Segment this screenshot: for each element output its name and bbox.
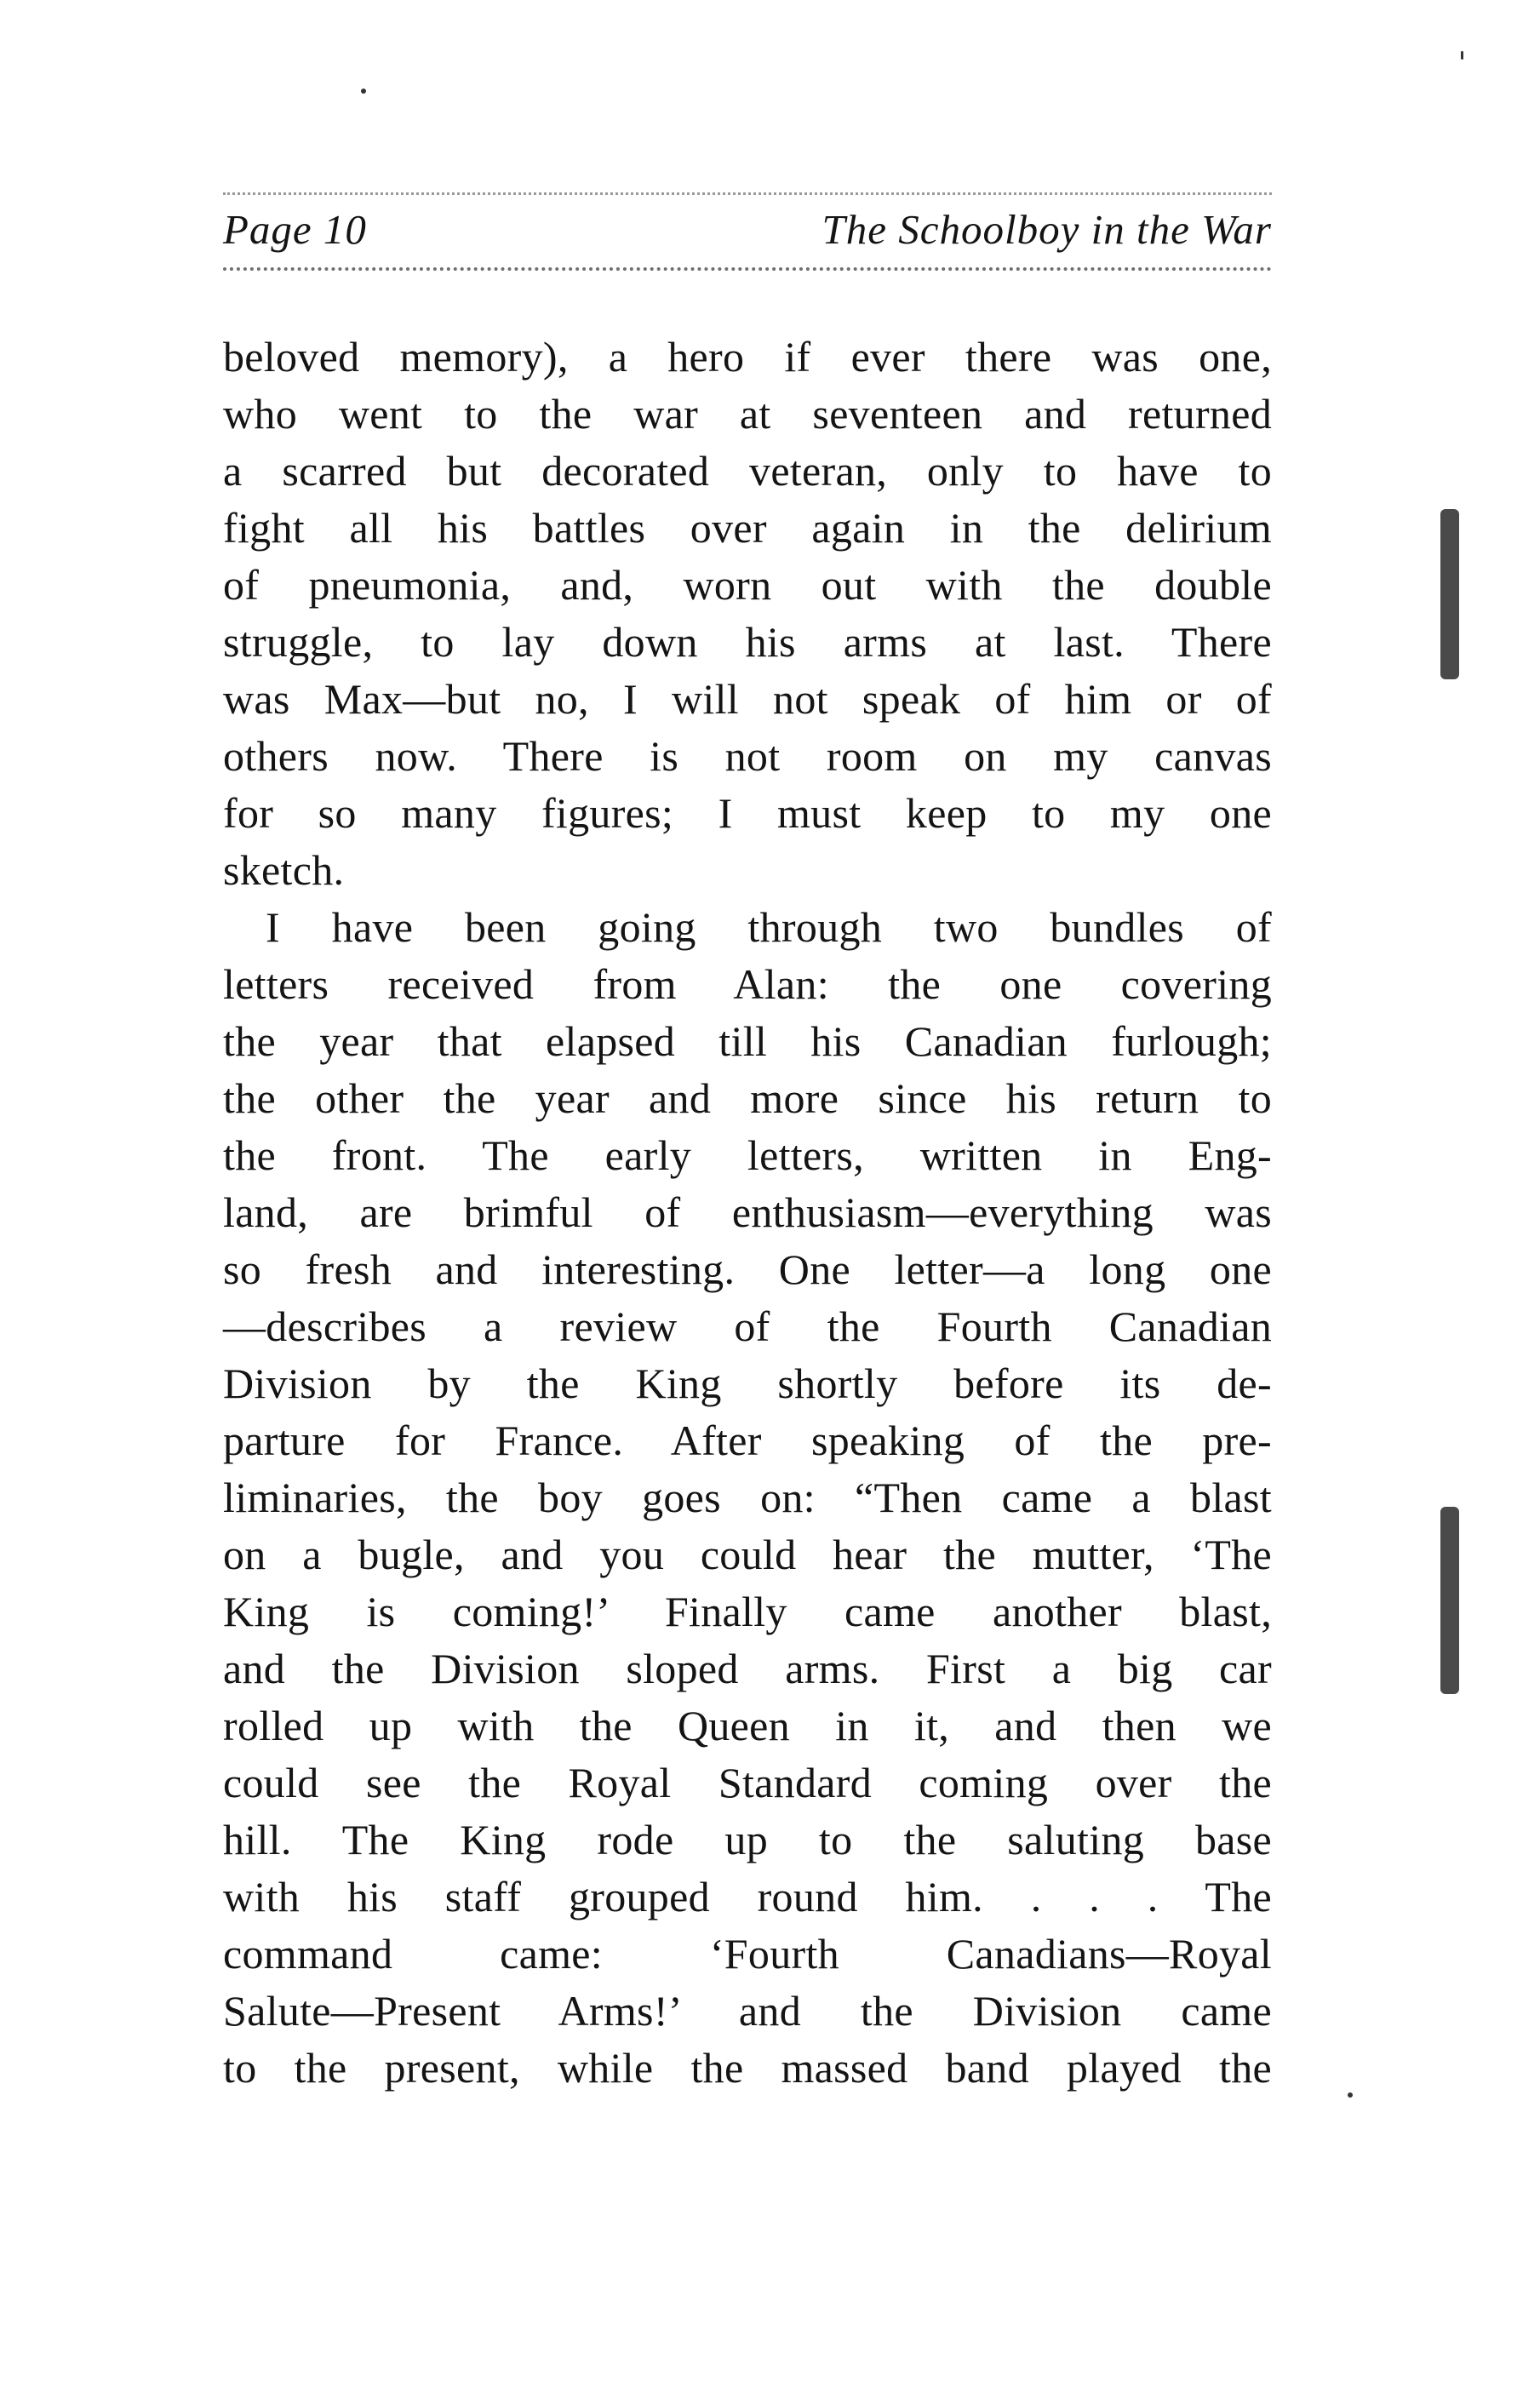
text-line: others now. There is not room on my canvas: [223, 732, 1272, 780]
text-line: sketch.: [223, 846, 345, 894]
text-line: beloved memory), a hero if ever there was one,: [223, 333, 1272, 381]
text-line: Division by the King shortly before its de-: [223, 1360, 1272, 1407]
text-line: parture for France. After speaking of the pre-: [223, 1417, 1272, 1464]
text-line: and the Division sloped arms. First a big car: [223, 1645, 1272, 1692]
text-line: Salute—Present Arms!’ and the Division came: [223, 1987, 1272, 2035]
ink-speck: [1461, 51, 1463, 60]
text-line: rolled up with the Queen in it, and then we: [223, 1702, 1272, 1749]
margin-annotation-mark: [1440, 509, 1459, 679]
text-line: the other the year and more since his return to: [223, 1074, 1272, 1122]
text-line: hill. The King rode up to the saluting base: [223, 1816, 1272, 1863]
body-text: [223, 329, 1272, 2097]
text-line: land, are brimful of enthusiasm—everything was: [223, 1188, 1272, 1236]
text-line: letters received from Alan: the one covering: [223, 960, 1272, 1008]
text-line: King is coming!’ Finally came another blast,: [223, 1588, 1272, 1635]
text-line: —describes a review of the Fourth Canadian: [223, 1302, 1272, 1350]
text-line: the year that elapsed till his Canadian furlough;: [223, 1017, 1272, 1065]
text-line: the front. The early letters, written in Eng-: [223, 1131, 1272, 1179]
text-line: with his staff grouped round him. . . . The: [223, 1873, 1272, 1920]
header-bottom-rule: [223, 267, 1272, 271]
text-line: fight all his battles over again in the delirium: [223, 504, 1272, 552]
text-line: was Max—but no, I will not speak of him or of: [223, 675, 1272, 723]
ink-speck: [361, 89, 366, 94]
margin-annotation-mark: [1440, 1507, 1459, 1694]
text-line: who went to the war at seventeen and returned: [223, 390, 1272, 438]
text-line: so fresh and interesting. One letter—a long one: [223, 1245, 1272, 1293]
text-line: to the present, while the massed band played the: [223, 2044, 1272, 2092]
running-header: [223, 204, 1272, 255]
header-top-rule: [223, 192, 1272, 195]
text-line: a scarred but decorated veteran, only to have to: [223, 447, 1272, 495]
text-line: command came: ‘Fourth Canadians—Royal: [223, 1930, 1272, 1978]
running-title: The Schoolboy in the War: [822, 206, 1272, 253]
text-line: I have been going through two bundles of: [266, 903, 1272, 951]
text-line: struggle, to lay down his arms at last. There: [223, 618, 1272, 666]
text-line: could see the Royal Standard coming over the: [223, 1759, 1272, 1806]
text-line: on a bugle, and you could hear the mutter, ‘The: [223, 1531, 1272, 1578]
ink-speck: [1348, 2092, 1353, 2098]
text-line: of pneumonia, and, worn out with the double: [223, 561, 1272, 609]
page-number: Page 10: [223, 206, 367, 253]
text-line: for so many figures; I must keep to my one: [223, 789, 1272, 837]
text-line: liminaries, the boy goes on: “Then came a blast: [223, 1474, 1272, 1521]
